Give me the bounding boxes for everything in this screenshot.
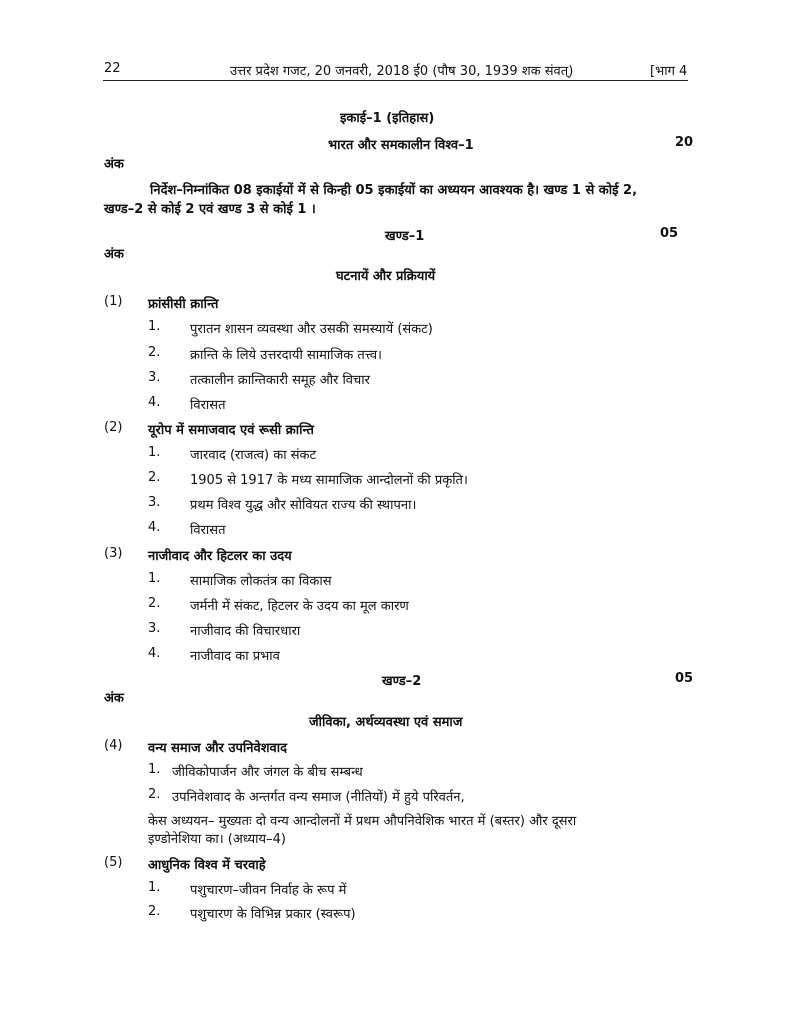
section-2-marks-label: अंक <box>104 691 124 706</box>
list-item: पशुचारण के विभिन्न प्रकार (स्वरूप) <box>190 907 356 922</box>
topic-number: (2) <box>104 420 123 435</box>
section-2-heading: जीविका, अर्थव्यवस्था एवं समाज <box>309 715 463 730</box>
item-number: 2. <box>148 596 161 611</box>
marks-label: अंक <box>104 157 124 172</box>
section-2-marks: 05 <box>675 671 694 686</box>
list-item: जारवाद (राजत्व) का संकट <box>190 448 317 463</box>
list-item: पुरातन शासन व्यवस्था और उसकी समस्यायें (संकट) <box>190 322 433 337</box>
list-item: सामाजिक लोकतंत्र का विकास <box>190 574 332 589</box>
page-number: 22 <box>104 61 121 76</box>
topic-title: वन्य समाज और उपनिवेशवाद <box>148 741 288 756</box>
section-2-title: खण्ड–2 <box>382 674 422 689</box>
item-number: 4. <box>148 395 161 410</box>
case-study-line-1: केस अध्ययन– मुख्यतः दो वन्य आन्दोलनों में प्रथम औपनिवेशिक भारत में (बस्तर) और दूसरा <box>148 814 577 829</box>
subject-title: भारत और समकालीन विश्व–1 <box>328 138 474 153</box>
topic-number: (5) <box>104 855 123 870</box>
section-1-marks: 05 <box>660 226 679 241</box>
list-item: उपनिवेशवाद के अन्तर्गत वन्य समाज (नीतियों) में हुये परिवर्तन, <box>172 790 465 805</box>
case-study-line-2: इण्डोनेशिया का। (अध्याय–4) <box>148 832 286 847</box>
item-number: 2. <box>148 470 161 485</box>
list-item: विरासत <box>190 523 226 538</box>
subject-marks: 20 <box>675 135 694 150</box>
item-number: 4. <box>148 646 161 661</box>
topic-title: यूरोप में समाजवाद एवं रूसी क्रान्ति <box>148 423 314 438</box>
item-number: 4. <box>148 520 161 535</box>
unit-title: इकाई–1 (इतिहास) <box>340 111 435 126</box>
topic-number: (3) <box>104 546 123 561</box>
topic-title: फ्रांसीसी क्रान्ति <box>148 297 219 312</box>
item-number: 1. <box>148 445 161 460</box>
list-item: तत्कालीन क्रान्तिकारी समूह और विचार <box>190 373 370 388</box>
list-item: विरासत <box>190 398 226 413</box>
list-item: नाजीवाद का प्रभाव <box>190 649 280 664</box>
topic-number: (4) <box>104 738 123 753</box>
item-number: 2. <box>148 904 161 919</box>
list-item: जीविकोपार्जन और जंगल के बीच सम्बन्ध <box>172 765 363 780</box>
list-item: नाजीवाद की विचारधारा <box>190 624 301 639</box>
item-number: 2. <box>148 345 161 360</box>
item-number: 2. <box>148 787 161 802</box>
item-number: 3. <box>148 495 161 510</box>
list-item: जर्मनी में संकट, हिटलर के उदय का मूल कारण <box>190 599 409 614</box>
item-number: 1. <box>148 571 161 586</box>
item-number: 3. <box>148 621 161 636</box>
item-number: 1. <box>148 319 161 334</box>
item-number: 1. <box>148 880 161 895</box>
header-rule <box>103 80 688 81</box>
topic-title: नाजीवाद और हिटलर का उदय <box>148 549 292 564</box>
list-item: 1905 से 1917 के मध्य सामाजिक आन्दोलनों की प्रकृति। <box>190 473 468 488</box>
instruction-line-2: खण्ड–2 से कोई 2 एवं खण्ड 3 से कोई 1 । <box>104 202 316 217</box>
list-item: प्रथम विश्व युद्ध और सोवियत राज्य की स्थापना। <box>190 498 417 513</box>
list-item: पशुचारण–जीवन निर्वाह के रूप में <box>190 883 347 898</box>
gazette-title: उत्तर प्रदेश गजट, 20 जनवरी, 2018 ई0 (पौष 30, 1939 शक संवत्) <box>230 64 574 79</box>
topic-number: (1) <box>104 294 123 309</box>
section-1-marks-label: अंक <box>104 247 124 262</box>
section-1-heading: घटनायें और प्रक्रियायें <box>336 269 436 284</box>
instruction-line-1: निर्देश–निम्नांकित 08 इकाईयों में से किन्ही 05 इकाईयों का अध्ययन आवश्यक है। खण्ड 1 से कोई 2, <box>150 183 638 198</box>
item-number: 3. <box>148 370 161 385</box>
section-1-title: खण्ड–1 <box>385 229 425 244</box>
item-number: 1. <box>148 762 161 777</box>
part-label: [भाग 4 <box>650 64 688 79</box>
topic-title: आधुनिक विश्व में चरवाहे <box>148 858 266 873</box>
list-item: क्रान्ति के लिये उत्तरदायी सामाजिक तत्त्व। <box>190 348 382 363</box>
